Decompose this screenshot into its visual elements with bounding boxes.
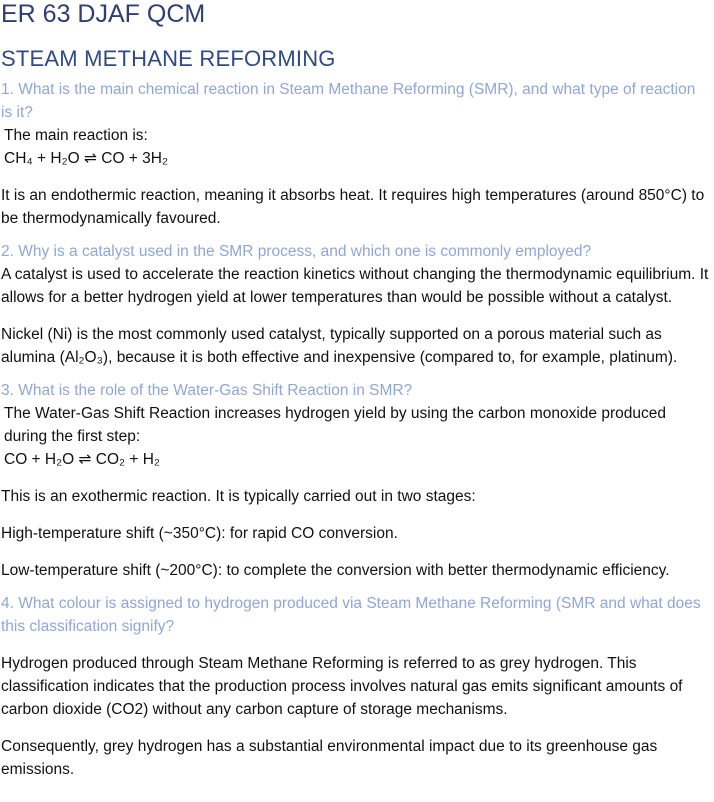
- answer-2-paragraph-1: A catalyst is used to accelerate the reaction kinetics without changing the thermodynamic equilibrium. It allows for a better hydrogen yield at lower temperatures than would be possible without a catalyst.: [1, 266, 709, 306]
- answer-3-paragraph-1: This is an exothermic reaction. It is typically carried out in two stages:: [1, 488, 476, 505]
- question-3: 3. What is the role of the Water-Gas Shift Reaction in SMR?: [1, 382, 413, 399]
- document-title: ER 63 DJAF QCM: [1, 0, 206, 28]
- question-2: 2. Why is a catalyst used in the SMR process, and which one is commonly employed?: [1, 243, 592, 260]
- answer-3-paragraph-2: High-temperature shift (~350°C): for rapid CO conversion.: [1, 525, 398, 542]
- answer-3-paragraph-3: Low-temperature shift (~200°C): to complete the conversion with better thermodynamic efficiency.: [1, 562, 670, 579]
- equation-smr: CH₄ + H₂O ⇌ CO + 3H₂: [4, 150, 168, 167]
- answer-1-paragraph: It is an endothermic reaction, meaning it absorbs heat. It requires high temperatures (around 850°C) to be thermodynamically favoured.: [1, 187, 705, 227]
- answer-4-paragraph-2: Consequently, grey hydrogen has a substantial environmental impact due to its greenhouse gas emissions.: [1, 738, 658, 778]
- answer-2-paragraph-2: Nickel (Ni) is the most commonly used catalyst, typically supported on a porous material such as alumina (Al₂O₃), because it is both effective and inexpensive (compared to, for example, platinum).: [1, 326, 678, 366]
- answer-1-intro: The main reaction is:: [4, 127, 148, 144]
- equation-wgs: CO + H₂O ⇌ CO₂ + H₂: [4, 451, 160, 468]
- question-1: 1. What is the main chemical reaction in Steam Methane Reforming (SMR), and what type of reaction is it?: [1, 81, 696, 121]
- answer-4-paragraph-1: Hydrogen produced through Steam Methane Reforming is referred to as grey hydrogen. This classification indicates that the production process involves natural gas emits significant amounts of carbon dioxide (CO2) without any carbon capture of storage mechanisms.: [1, 655, 683, 718]
- question-4: 4. What colour is assigned to hydrogen produced via Steam Methane Reforming (SMR and what does this classification signify?: [1, 595, 701, 635]
- section-heading: STEAM METHANE REFORMING: [1, 46, 336, 71]
- answer-3-intro: The Water-Gas Shift Reaction increases hydrogen yield by using the carbon monoxide produced during the first step:: [4, 405, 666, 445]
